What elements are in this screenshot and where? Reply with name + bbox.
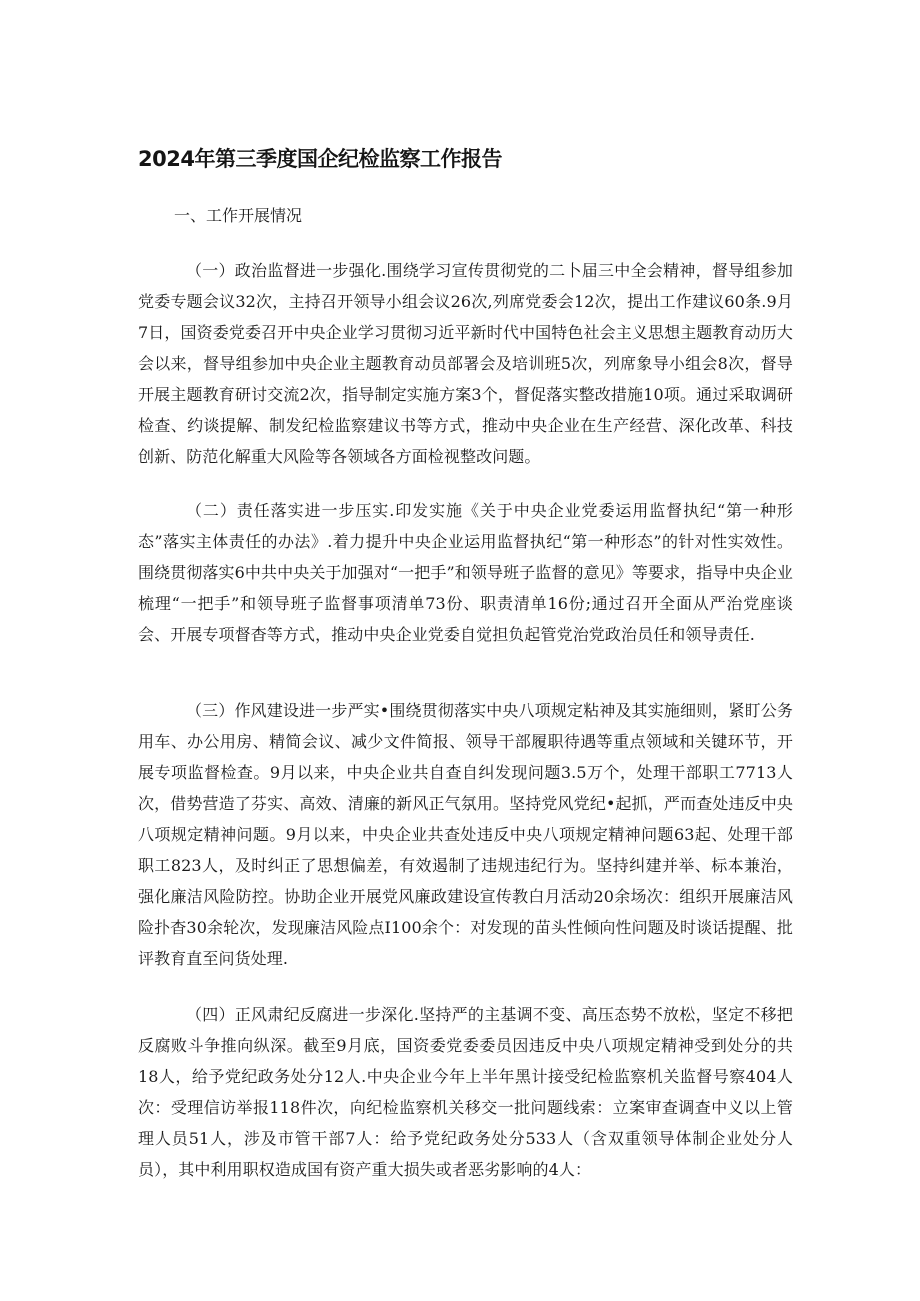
paragraph-work-style: （三）作风建设进一步严实•围绕贯彻落实中央八项规定粘神及其实施细则，紧盯公务用车、办公用房、精简会议、减少文件简报、领导干部履职待遇等重点领域和关键环节，开展专项监督检查。9月以来，中央企业共自查自纠发现问题3.5万个，处理干部职工7713人次，借势营造了芬实、高效、清廉的新风正气氛用。坚持党风党纪•起抓，严而查处违反中央八项规定精神问题。9月以来，中央企业共查处违反中央八项规定精神问题63起、处理干部职工823人，及时纠正了思想偏差，有效遏制了违规违纪行为。坚持纠建并举、标本兼治，强化廉洁风险防控。协助企业开展党风廉政建设宣传教白月活动20余场次：组织开展廉洁风险扑杳30余轮次，发现廉洁风险点I100余个：对发现的苗头性倾向性问题及时谈话提醒、批评教育直至问货处理. <box>138 701 793 968</box>
paragraph-political-supervision: （一）政治监督进一步强化.围绕学习宣传贯彻党的二卜届三中全会精神，督导组参加党委专题会议32次，主持召开领导小组会议26次,列席党委会12次，提出工作建议60条.9月7日，国资委党委召开中央企业学习贯彻习近平新时代中国特色社会主义思想主题教育动历大会以来，督导组参加中央企业主题教育动员部署会及培训班5次，列席象导小组会8次，督导开展主题教育研讨交流2次，指导制定实施方案3个，督促落实整改措施10项。通过采取调研检查、约谈提解、制发纪检监察建议书等方式，推动中央企业在生产经营、深化改革、科技创新、防范化解重大风险等各领域各方面检视整改问题。 <box>138 261 793 466</box>
paragraph-anti-corruption: （四）正风肃纪反腐进一步深化.坚持严的主基调不变、高压态势不放松，坚定不移把反腐败斗争推向纵深。截至9月底，国资委党委委员因违反中央八项规定精神受到处分的共18人，给予党纪政务处分12人.中央企业今年上半年黑计接受纪检监察机关监督号察404人次：受理信访举报118件次，向纪检监察机关移交一批问题线索：立案审查调查中义以上管理人员51人，涉及市管干部7人：给予党纪政务处分533人（含双重领导体制企业处分人员），其中利用职权造成国有资产重大损失或者恶劣影响的4人： <box>138 1005 793 1179</box>
document-title: 2024年第三季度国企纪检监察工作报告 <box>138 147 502 171</box>
section-heading: 一、工作开展情况 <box>174 206 303 225</box>
paragraph-responsibility: （二）责任落实进一步压实.印发实施《关于中央企业党委运用监督执纪“第一种形态”落实主体责任的办法》.着力提升中央企业运用监督执纪“第一种形态”的针对性实效性。围绕贯彻落实6中共中央关于加强对“一把手”和领导班子监督的意见》等要求，指导中央企业梳理“一把手”和领导班子监督事项清单73份、职责清单16份;通过召开全面从严治党座谈会、开展专项督杳等方式，推动中央企业党委自觉担负起管党治党政治员任和领导责任. <box>138 501 793 644</box>
